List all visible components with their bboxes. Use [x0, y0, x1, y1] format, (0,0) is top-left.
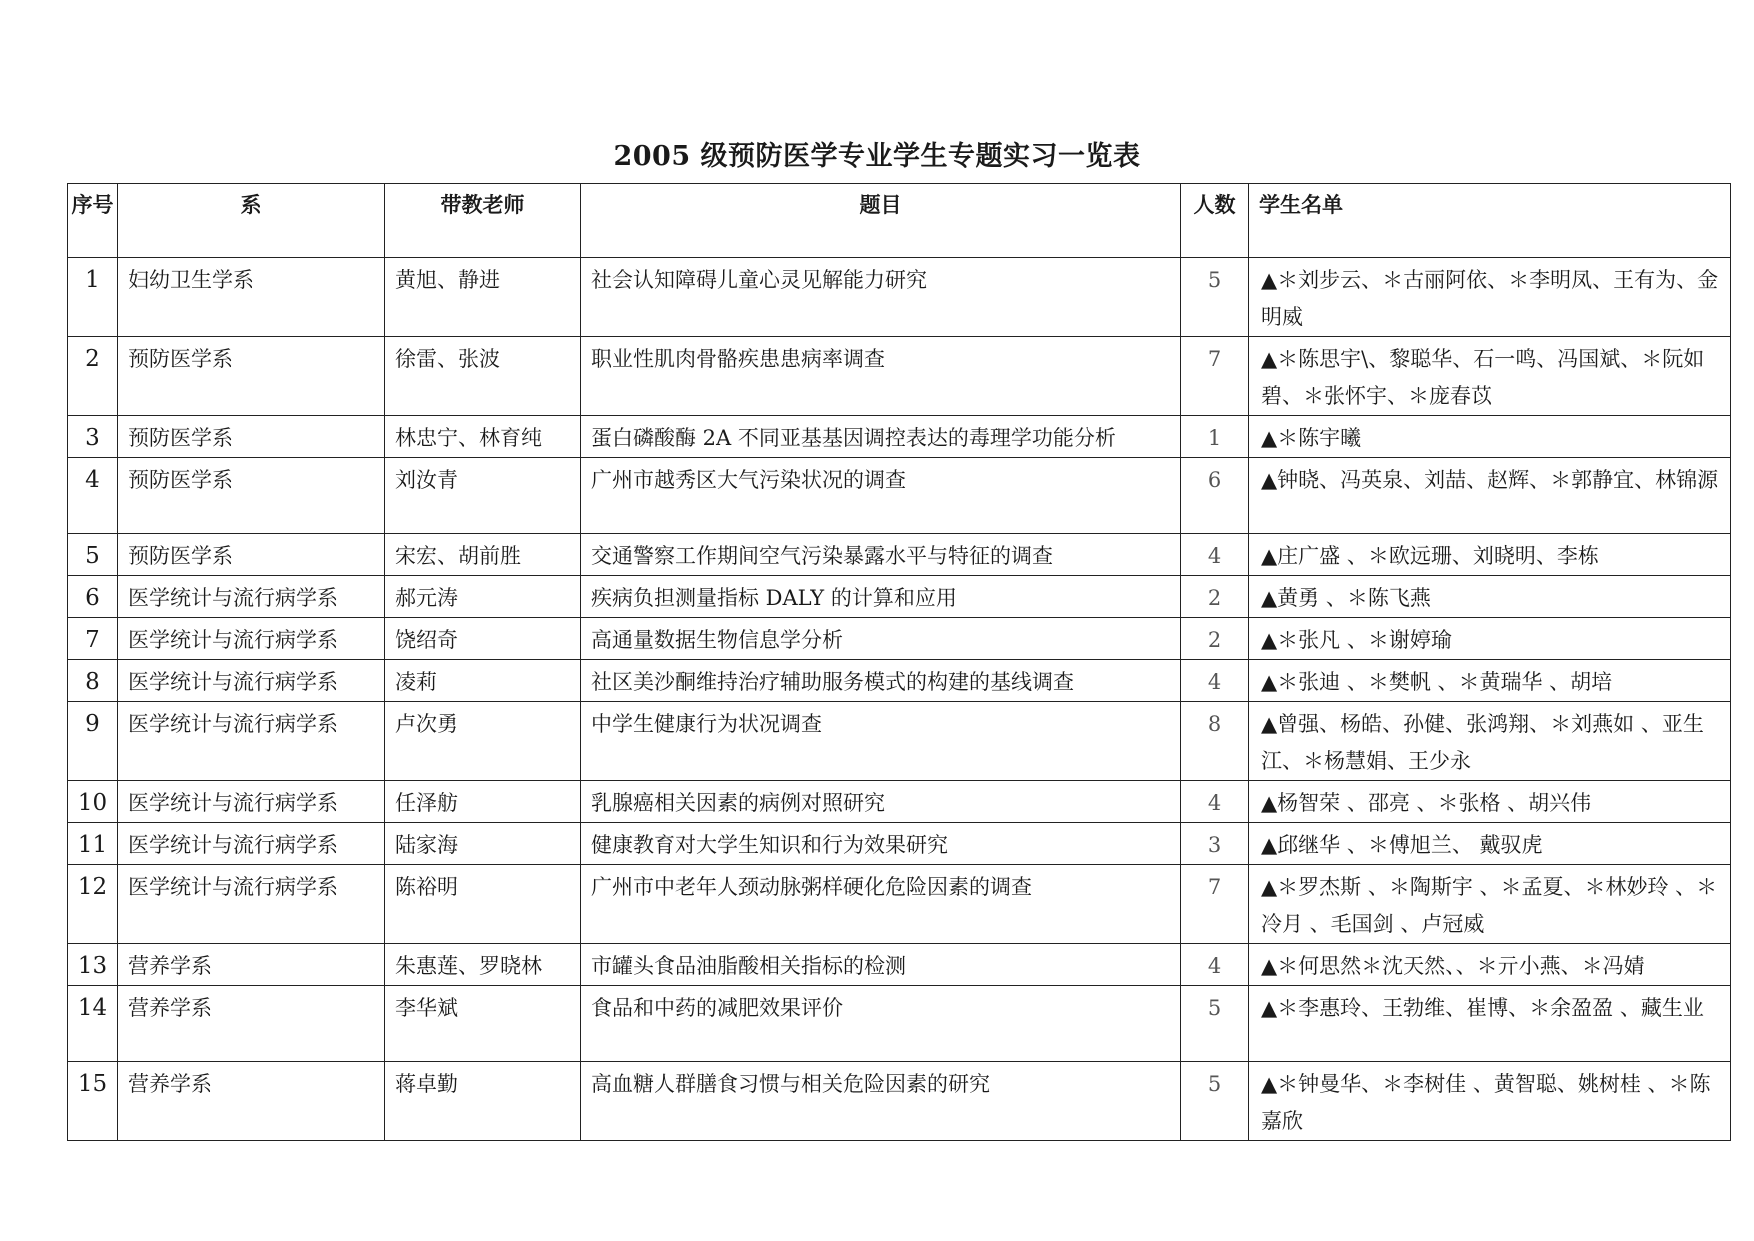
- row-topic: 健康教育对大学生知识和行为效果研究: [581, 823, 1181, 865]
- row-students: ▲＊张迪 、＊樊帆 、＊黄瑞华 、胡培: [1249, 660, 1731, 702]
- table-row: [68, 416, 1731, 458]
- row-students: ▲＊张凡 、＊谢婷瑜: [1249, 618, 1731, 660]
- row-index: 10: [68, 781, 118, 823]
- row-department: 预防医学系: [118, 337, 385, 416]
- row-teacher: 徐雷、张波: [385, 337, 581, 416]
- row-topic: 市罐头食品油脂酸相关指标的检测: [581, 944, 1181, 986]
- row-students: ▲＊何思然＊沈天然、、＊亓小燕、＊冯婧: [1249, 944, 1731, 986]
- row-topic: 蛋白磷酸酶 2A 不同亚基基因调控表达的毒理学功能分析: [581, 416, 1181, 458]
- row-index: 1: [68, 258, 118, 337]
- row-topic: 广州市中老年人颈动脉粥样硬化危险因素的调查: [581, 865, 1181, 944]
- row-teacher: 饶绍奇: [385, 618, 581, 660]
- table-row: [68, 618, 1731, 660]
- row-index: 3: [68, 416, 118, 458]
- row-count: 5: [1181, 1062, 1249, 1141]
- row-department: 医学统计与流行病学系: [118, 660, 385, 702]
- row-teacher: 凌莉: [385, 660, 581, 702]
- row-students: ▲＊罗杰斯 、＊陶斯宇 、＊孟夏、＊林妙玲 、＊冷月 、毛国剑 、卢冠威: [1249, 865, 1731, 944]
- row-students: ▲＊刘步云、＊古丽阿依、＊李明凤、王有为、金明威: [1249, 258, 1731, 337]
- table-header-row: [68, 184, 1731, 258]
- row-count: 4: [1181, 534, 1249, 576]
- row-index: 9: [68, 702, 118, 781]
- row-index: 15: [68, 1062, 118, 1141]
- header-topic: 题目: [581, 184, 1181, 258]
- row-index: 7: [68, 618, 118, 660]
- row-teacher: 黄旭、静进: [385, 258, 581, 337]
- row-department: 医学统计与流行病学系: [118, 618, 385, 660]
- row-teacher: 朱惠莲、罗晓林: [385, 944, 581, 986]
- row-topic: 社区美沙酮维持治疗辅助服务模式的构建的基线调查: [581, 660, 1181, 702]
- row-teacher: 陈裕明: [385, 865, 581, 944]
- row-topic: 食品和中药的减肥效果评价: [581, 986, 1181, 1062]
- table-row: [68, 337, 1731, 416]
- table-row: [68, 660, 1731, 702]
- row-count: 2: [1181, 618, 1249, 660]
- row-students: ▲曾强、杨皓、孙健、张鸿翔、＊刘燕如 、亚生江、＊杨慧娟、王少永: [1249, 702, 1731, 781]
- table-row: [68, 823, 1731, 865]
- row-index: 8: [68, 660, 118, 702]
- row-teacher: 宋宏、胡前胜: [385, 534, 581, 576]
- row-index: 11: [68, 823, 118, 865]
- header-count: 人数: [1181, 184, 1249, 258]
- row-teacher: 蒋卓勤: [385, 1062, 581, 1141]
- row-topic: 广州市越秀区大气污染状况的调查: [581, 458, 1181, 534]
- table-row: [68, 702, 1731, 781]
- row-index: 13: [68, 944, 118, 986]
- row-index: 14: [68, 986, 118, 1062]
- header-students: 学生名单: [1249, 184, 1731, 258]
- row-topic: 乳腺癌相关因素的病例对照研究: [581, 781, 1181, 823]
- row-topic: 社会认知障碍儿童心灵见解能力研究: [581, 258, 1181, 337]
- row-index: 4: [68, 458, 118, 534]
- row-index: 5: [68, 534, 118, 576]
- row-topic: 高血糖人群膳食习惯与相关危险因素的研究: [581, 1062, 1181, 1141]
- row-department: 医学统计与流行病学系: [118, 576, 385, 618]
- table-row: [68, 865, 1731, 944]
- table-row: [68, 458, 1731, 534]
- table-row: [68, 534, 1731, 576]
- row-count: 2: [1181, 576, 1249, 618]
- table-row: [68, 258, 1731, 337]
- row-students: ▲黄勇 、＊陈飞燕: [1249, 576, 1731, 618]
- row-department: 预防医学系: [118, 416, 385, 458]
- row-teacher: 郝元涛: [385, 576, 581, 618]
- row-teacher: 刘汝青: [385, 458, 581, 534]
- row-count: 1: [1181, 416, 1249, 458]
- row-teacher: 卢次勇: [385, 702, 581, 781]
- row-count: 5: [1181, 258, 1249, 337]
- row-index: 12: [68, 865, 118, 944]
- row-department: 营养学系: [118, 944, 385, 986]
- header-index: 序号: [68, 184, 118, 258]
- row-teacher: 李华斌: [385, 986, 581, 1062]
- row-topic: 疾病负担测量指标 DALY 的计算和应用: [581, 576, 1181, 618]
- row-topic: 中学生健康行为状况调查: [581, 702, 1181, 781]
- row-teacher: 陆家海: [385, 823, 581, 865]
- row-count: 4: [1181, 944, 1249, 986]
- row-department: 营养学系: [118, 986, 385, 1062]
- row-count: 4: [1181, 660, 1249, 702]
- row-students: ▲杨智荣 、邵亮 、＊张格 、胡兴伟: [1249, 781, 1731, 823]
- table-row: [68, 781, 1731, 823]
- row-department: 营养学系: [118, 1062, 385, 1141]
- row-students: ▲＊钟曼华、＊李树佳 、黄智聪、姚树桂 、＊陈嘉欣: [1249, 1062, 1731, 1141]
- row-students: ▲钟晓、冯英泉、刘喆、赵辉、＊郭静宜、林锦源: [1249, 458, 1731, 534]
- row-count: 7: [1181, 337, 1249, 416]
- row-count: 3: [1181, 823, 1249, 865]
- row-students: ▲＊李惠玲、王勃维、崔博、＊余盈盈 、藏生业: [1249, 986, 1731, 1062]
- row-count: 4: [1181, 781, 1249, 823]
- row-count: 6: [1181, 458, 1249, 534]
- row-topic: 高通量数据生物信息学分析: [581, 618, 1181, 660]
- row-department: 医学统计与流行病学系: [118, 865, 385, 944]
- row-topic: 交通警察工作期间空气污染暴露水平与特征的调查: [581, 534, 1181, 576]
- table-row: [68, 986, 1731, 1062]
- row-teacher: 林忠宁、林育纯: [385, 416, 581, 458]
- row-department: 医学统计与流行病学系: [118, 823, 385, 865]
- row-students: ▲＊陈思宇\、黎聪华、石一鸣、冯国斌、＊阮如碧、＊张怀宇、＊庞春苡: [1249, 337, 1731, 416]
- row-department: 医学统计与流行病学系: [118, 781, 385, 823]
- row-department: 预防医学系: [118, 534, 385, 576]
- table-row: [68, 576, 1731, 618]
- table-row: [68, 1062, 1731, 1141]
- row-index: 2: [68, 337, 118, 416]
- row-index: 6: [68, 576, 118, 618]
- row-department: 妇幼卫生学系: [118, 258, 385, 337]
- table-row: [68, 944, 1731, 986]
- header-teacher: 带教老师: [385, 184, 581, 258]
- row-department: 预防医学系: [118, 458, 385, 534]
- row-department: 医学统计与流行病学系: [118, 702, 385, 781]
- row-count: 8: [1181, 702, 1249, 781]
- row-topic: 职业性肌肉骨骼疾患患病率调查: [581, 337, 1181, 416]
- row-count: 5: [1181, 986, 1249, 1062]
- header-department: 系: [118, 184, 385, 258]
- row-students: ▲邱继华 、＊傅旭兰、 戴驭虎: [1249, 823, 1731, 865]
- row-count: 7: [1181, 865, 1249, 944]
- row-teacher: 任泽舫: [385, 781, 581, 823]
- page-title: 2005 级预防医学专业学生专题实习一览表: [613, 141, 1141, 172]
- row-students: ▲庄广盛 、＊欧远珊、刘晓明、李栋: [1249, 534, 1731, 576]
- internship-table: [67, 183, 1731, 1141]
- row-students: ▲＊陈宇曦: [1249, 416, 1731, 458]
